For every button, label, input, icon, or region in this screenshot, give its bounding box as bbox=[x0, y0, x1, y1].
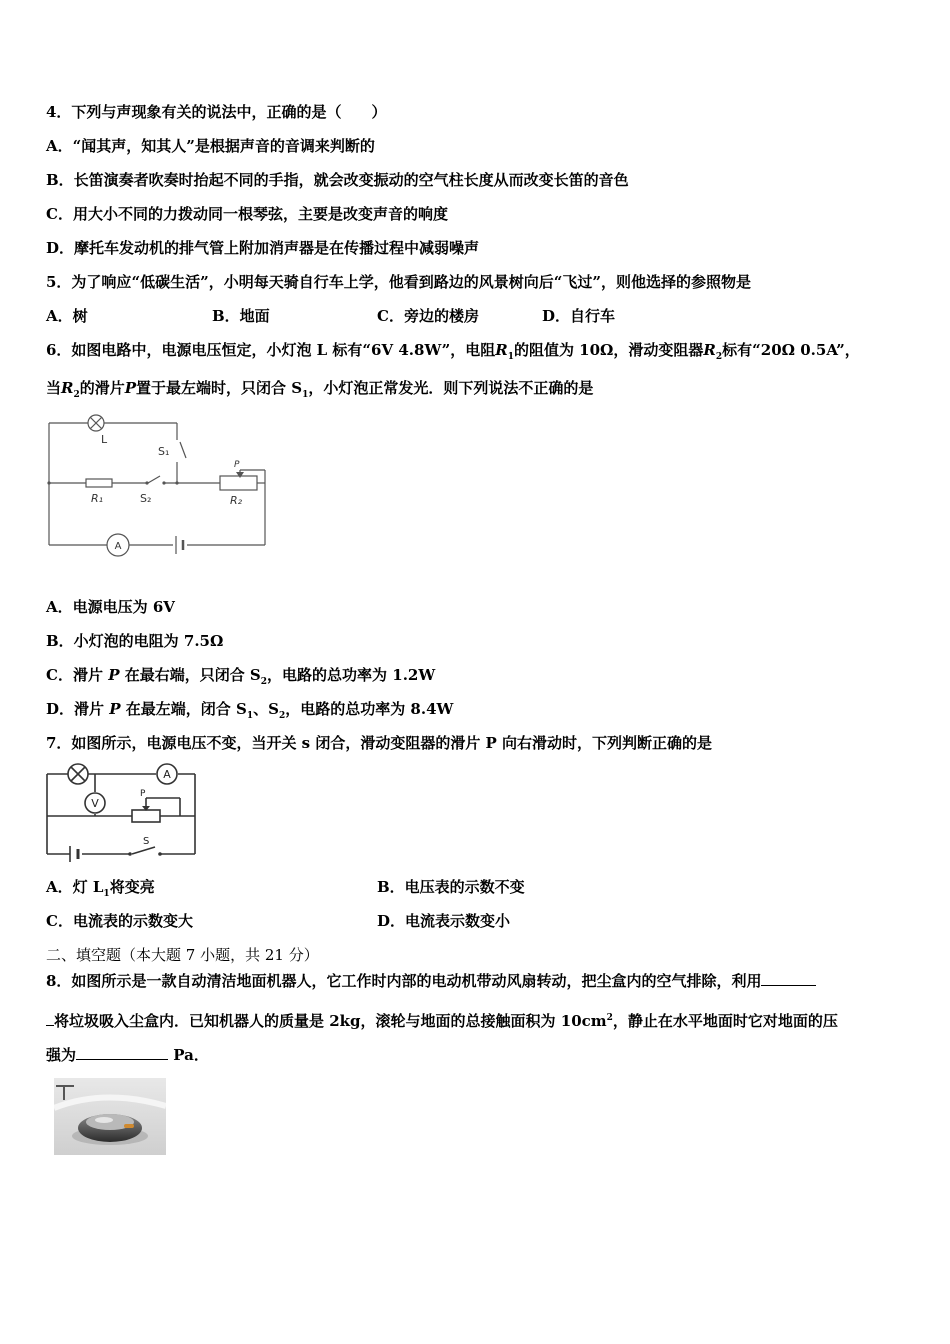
label-slider: P bbox=[140, 789, 146, 799]
lamp-icon bbox=[88, 415, 104, 431]
q6-circuit-diagram bbox=[40, 410, 275, 560]
q8-line1: 8．如图所示是一款自动清洁地面机器人，它工作时内部的电动机带动风扇转动，把尘盒内的空气排除，利用 bbox=[46, 971, 816, 991]
q6-stem: 6．如图电路中，电源电压恒定，小灯泡 L 标有“6V 4.8W”，电阻$R_1$的阻值为 10Ω，滑动变阻器$R_2$标有“20Ω 0.5A”， bbox=[46, 341, 860, 362]
q5-option-c: C．旁边的楼房 bbox=[377, 307, 479, 325]
ammeter-icon bbox=[157, 764, 177, 784]
voltmeter-icon bbox=[85, 793, 105, 813]
q5-stem: 5．为了响应“低碳生活”，小明每天骑自行车上学，他看到路边的风景树向后“飞过”，则他选择的参照物是 bbox=[46, 273, 751, 291]
q6-option-d: D．滑片 P 在最左端，闭合 $S_1$、$S_2$，电路的总功率为 8.4W bbox=[46, 700, 454, 721]
rheostat-r2 bbox=[220, 476, 257, 490]
svg-text:V: V bbox=[91, 797, 99, 810]
q5-option-d: D．自行车 bbox=[542, 307, 616, 325]
label-r1: R₁ bbox=[91, 492, 104, 505]
q6-option-a: A．电源电压为 6V bbox=[46, 598, 175, 616]
q4-option-c: C．用大小不同的力拨动同一根琴弦，主要是改变声音的响度 bbox=[46, 205, 448, 223]
q7-option-c: C．电流表的示数变大 bbox=[46, 912, 193, 930]
resistor-r1 bbox=[86, 479, 112, 487]
label-s1: S₁ bbox=[158, 445, 170, 458]
rheostat bbox=[132, 810, 160, 822]
svg-text:A: A bbox=[163, 768, 171, 781]
q6-option-c: C．滑片 P 在最右端，只闭合 $S_2$，电路的总功率为 1.2W bbox=[46, 666, 436, 687]
q5-option-b: B．地面 bbox=[212, 307, 270, 325]
ammeter-icon bbox=[107, 534, 129, 556]
label-r2: R₂ bbox=[230, 494, 243, 507]
battery-icon bbox=[176, 536, 183, 554]
section-title: 二、填空题（本大题 7 小题，共 21 分） bbox=[46, 946, 319, 964]
lamp-l1-icon bbox=[68, 764, 88, 784]
q7-option-b: B．电压表的示数不变 bbox=[377, 878, 525, 896]
q8-line2: 将垃圾吸入尘盒内．已知机器人的质量是 2kg，滚轮与地面的总接触面积为 $10cm^2$，静止在水平地面时它对地面的压 bbox=[46, 1008, 838, 1031]
q4-option-b: B．长笛演奏者吹奏时抬起不同的手指，就会改变振动的空气柱长度从而改变长笛的音色 bbox=[46, 171, 629, 189]
q4-stem: 4．下列与声现象有关的说法中，正确的是（ ） bbox=[46, 103, 387, 121]
label-s2: S₂ bbox=[140, 492, 152, 505]
q6-stem-line2: 当$R_2$的滑片P置于最左端时，只闭合 $S_1$，小灯泡正常发光．则下列说法不正确的是 bbox=[46, 379, 594, 400]
q7-stem: 7．如图所示，电源电压不变，当开关 s 闭合，滑动变阻器的滑片 P 向右滑动时，下列判断正确的是 bbox=[46, 734, 713, 752]
q8-line3: 强为 Pa． bbox=[46, 1046, 209, 1064]
q4-option-d: D．摩托车发动机的排气管上附加消声器是在传播过程中减弱噪声 bbox=[46, 239, 480, 257]
q4-option-a: A．“闻其声，知其人”是根据声音的音调来判断的 bbox=[46, 137, 375, 155]
label-lamp: L bbox=[101, 433, 108, 446]
label-switch: S bbox=[143, 836, 150, 847]
q7-option-a: A．灯 $L_1$将变亮 bbox=[46, 878, 155, 899]
label-slider: P bbox=[234, 460, 240, 470]
q6-option-b: B．小灯泡的电阻为 7.5Ω bbox=[46, 632, 224, 650]
q7-circuit-diagram bbox=[40, 762, 205, 864]
q7-option-d: D．电流表示数变小 bbox=[377, 912, 511, 930]
q5-option-a: A．树 bbox=[46, 307, 88, 325]
robot-vacuum-image bbox=[54, 1078, 166, 1155]
svg-text:A: A bbox=[114, 541, 122, 552]
battery-icon bbox=[70, 846, 78, 862]
